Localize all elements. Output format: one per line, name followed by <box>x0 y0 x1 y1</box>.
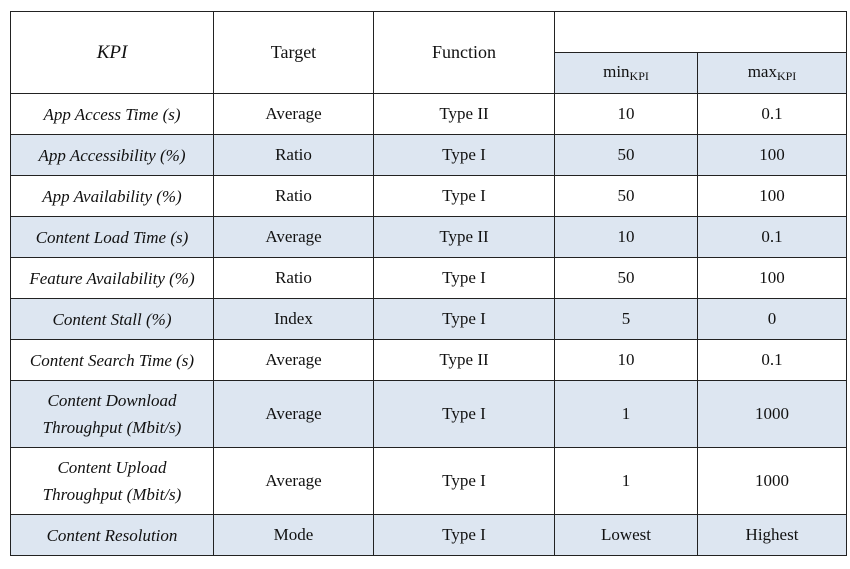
target-cell: Average <box>214 340 374 381</box>
table-row <box>11 176 847 217</box>
min-cell: 10 <box>555 94 698 135</box>
kpi-name-line1: Content Upload <box>57 458 167 477</box>
kpi-name-cell <box>11 448 214 515</box>
min-cell: 50 <box>555 176 698 217</box>
function-cell: Type II <box>374 217 555 258</box>
target-cell: Ratio <box>214 135 374 176</box>
target-cell: Ratio <box>214 176 374 217</box>
target-cell: Ratio <box>214 258 374 299</box>
min-label: min <box>603 62 630 81</box>
function-cell: Type I <box>374 299 555 340</box>
min-cell: 1 <box>555 448 698 515</box>
header-row-top <box>11 12 847 53</box>
target-cell: Mode <box>214 515 374 556</box>
range-group-header <box>555 12 847 53</box>
max-cell: 0 <box>698 299 847 340</box>
function-cell: Type I <box>374 258 555 299</box>
kpi-name-cell: App Access Time (s) <box>11 94 214 135</box>
max-cell: 1000 <box>698 381 847 448</box>
kpi-name-line2: Throughput (Mbit/s) <box>42 418 182 437</box>
max-cell: 0.1 <box>698 217 847 258</box>
target-cell: Average <box>214 448 374 515</box>
table-row <box>11 448 847 515</box>
target-column-header: Target <box>214 12 374 94</box>
max-label: max <box>747 62 777 81</box>
function-cell: Type I <box>374 448 555 515</box>
kpi-name-cell: App Accessibility (%) <box>11 135 214 176</box>
table-row <box>11 299 847 340</box>
target-cell: Index <box>214 299 374 340</box>
min-cell: 10 <box>555 340 698 381</box>
table-row <box>11 217 847 258</box>
min-cell: 5 <box>555 299 698 340</box>
kpi-name-line2: Throughput (Mbit/s) <box>42 485 182 504</box>
target-cell: Average <box>214 217 374 258</box>
kpi-name-line1: Content Download <box>47 391 177 410</box>
kpi-name-cell: Content Resolution <box>11 515 214 556</box>
function-cell: Type I <box>374 515 555 556</box>
table-row <box>11 94 847 135</box>
table-row <box>11 515 847 556</box>
min-cell: 50 <box>555 135 698 176</box>
table-row <box>11 135 847 176</box>
function-column-header: Function <box>374 12 555 94</box>
min-cell: 50 <box>555 258 698 299</box>
table-row <box>11 381 847 448</box>
kpi-name-cell: Content Stall (%) <box>11 299 214 340</box>
max-cell: 1000 <box>698 448 847 515</box>
function-cell: Type I <box>374 381 555 448</box>
kpi-table <box>10 11 847 556</box>
max-cell: 100 <box>698 258 847 299</box>
kpi-name-cell: Content Load Time (s) <box>11 217 214 258</box>
target-cell: Average <box>214 94 374 135</box>
max-subscript: KPI <box>776 69 797 83</box>
max-cell: 0.1 <box>698 94 847 135</box>
max-cell: 0.1 <box>698 340 847 381</box>
min-subscript: KPI <box>629 69 649 83</box>
min-cell: 1 <box>555 381 698 448</box>
kpi-column-header: KPI <box>11 12 214 94</box>
kpi-name-cell: Feature Availability (%) <box>11 258 214 299</box>
max-cell: Highest <box>698 515 847 556</box>
function-cell: Type I <box>374 176 555 217</box>
max-kpi-column-header <box>698 53 847 94</box>
kpi-name-cell <box>11 381 214 448</box>
max-cell: 100 <box>698 176 847 217</box>
target-cell: Average <box>214 381 374 448</box>
kpi-name-cell: App Availability (%) <box>11 176 214 217</box>
kpi-name-cell: Content Search Time (s) <box>11 340 214 381</box>
table-row <box>11 258 847 299</box>
function-cell: Type II <box>374 340 555 381</box>
min-kpi-column-header <box>555 53 698 94</box>
max-cell: 100 <box>698 135 847 176</box>
function-cell: Type I <box>374 135 555 176</box>
min-cell: 10 <box>555 217 698 258</box>
table-row <box>11 340 847 381</box>
min-cell: Lowest <box>555 515 698 556</box>
function-cell: Type II <box>374 94 555 135</box>
